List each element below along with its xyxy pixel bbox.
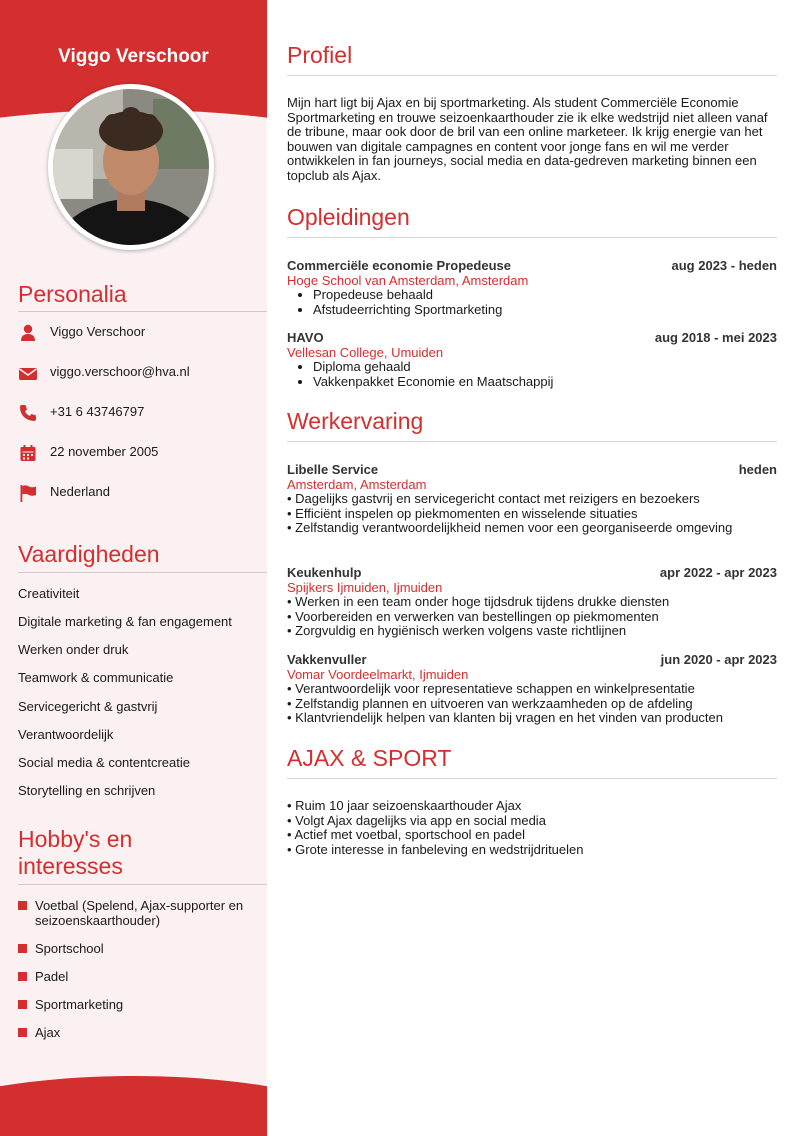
personal-item-name (18, 323, 258, 343)
list-item: • Propedeuse behaald (313, 288, 777, 303)
sidebar (0, 0, 267, 1136)
bullet-square-icon (18, 972, 27, 981)
phone-icon (18, 403, 38, 423)
list-item: • Actief met voetbal, sportschool en padel (287, 827, 525, 843)
list-item: • Volgt Ajax dagelijks via app en social media (287, 812, 546, 828)
entry-bullets (287, 360, 777, 389)
profile-text: Mijn hart ligt bij Ajax en bij sportmarketing. Als student Commerciële Economie Sportmarketing en trouwe seizoenkaarthouder zie ik elke wedstrijd niet alleen vanaf de tribune, maar ook door de bril van een online marketeer. Ik krijg energie van het bouwen van digitale campagnes en content voor jonge fans en wil me verder ontwikkelen in fan journeys, social media en data-gedreven marketing binnen een topclub als Ajax. (287, 95, 768, 183)
hobby-item: Padel (18, 969, 258, 984)
entry-org: Amsterdam, Amsterdam (287, 477, 427, 492)
list-item: • Werken in een team onder hoge tijdsdruk tijdens drukke diensten (287, 594, 670, 609)
list-item: • Verantwoordelijk voor representatieve schappen en winkelpresentatie (287, 681, 695, 696)
skill-item: Storytelling en schrijven (18, 783, 156, 798)
list-item: • Diploma gehaald (313, 360, 777, 375)
bullet-square-icon (18, 1028, 27, 1037)
hobbies-heading-line1: Hobby's en (18, 826, 133, 852)
experience-entry (287, 462, 777, 536)
education-entry (287, 330, 777, 389)
experience-heading: Werkervaring (287, 408, 424, 434)
calendar-icon (18, 443, 38, 463)
entry-title: Commerciële economie Propedeuse (287, 258, 511, 273)
skill-item: Werken onder druk (18, 642, 129, 657)
hobby-item: Voetbal (Spelend, Ajax-supporter en seizoenskaarthouder) (18, 898, 258, 928)
skills-divider (18, 572, 267, 573)
entry-title: HAVO (287, 330, 324, 345)
ajax-divider (287, 778, 777, 779)
entry-org: Hoge School van Amsterdam, Amsterdam (287, 273, 529, 288)
personal-birthdate: 22 november 2005 (50, 444, 159, 459)
education-entry (287, 258, 777, 317)
entry-date: heden (738, 462, 777, 477)
entry-date: jun 2020 - apr 2023 (660, 652, 777, 667)
skills-heading: Vaardigheden (18, 541, 160, 567)
entry-date: aug 2023 - heden (671, 258, 777, 273)
skill-item: Digitale marketing & fan engagement (18, 614, 232, 629)
candidate-name: Viggo Verschoor (58, 46, 209, 67)
ajax-heading: AJAX & SPORT (287, 745, 452, 771)
ajax-list (287, 799, 777, 857)
list-item: • Vakkenpakket Economie en Maatschappij (313, 375, 777, 390)
entry-date: aug 2018 - mei 2023 (654, 330, 777, 345)
entry-date: apr 2022 - apr 2023 (659, 565, 777, 580)
hobbies-divider (18, 884, 267, 885)
skill-item: Teamwork & communicatie (18, 670, 174, 685)
experience-entry (287, 652, 777, 726)
entry-org: Spijkers Ijmuiden, Ijmuiden (287, 580, 443, 595)
list-item: • Ruim 10 jaar seizoenskaarthouder Ajax (287, 798, 522, 813)
entry-title: Keukenhulp (287, 565, 362, 580)
skill-item: Verantwoordelijk (18, 727, 114, 742)
hobby-item: Ajax (18, 1025, 258, 1040)
list-item: • Zorgvuldig en hygiënisch werken volgens vaste richtlijnen (287, 623, 627, 639)
hobby-item: Sportmarketing (18, 997, 258, 1012)
skill-item: Social media & contentcreatie (18, 755, 190, 770)
list-item: • Afstudeerrichting Sportmarketing (313, 303, 777, 318)
bullet-square-icon (18, 901, 27, 910)
profile-heading: Profiel (287, 42, 353, 68)
user-icon (18, 323, 38, 343)
personal-item-email (18, 363, 258, 383)
list-item: • Dagelijks gastvrij en servicegericht contact met reizigers en bezoekers (287, 491, 700, 506)
bullet-square-icon (18, 944, 27, 953)
personal-phone[interactable]: +31 6 43746797 (50, 404, 145, 419)
profile-divider (287, 75, 777, 76)
entry-org: Vellesan College, Umuiden (287, 345, 444, 360)
entry-org: Vomar Voordeelmarkt, Ijmuiden (287, 667, 469, 682)
skill-item: Creativiteit (18, 586, 80, 601)
list-item: • Klantvriendelijk helpen van klanten bij vragen en het vinden van producten (287, 710, 724, 726)
profile-photo (53, 89, 209, 245)
personal-country: Nederland (50, 484, 110, 499)
experience-divider (287, 441, 777, 442)
bullet-square-icon (18, 1000, 27, 1009)
skill-item: Servicegericht & gastvrij (18, 699, 158, 714)
personalia-heading: Personalia (18, 281, 127, 307)
list-item: • Efficiënt inspelen op piekmomenten en wisselende situaties (287, 505, 638, 521)
personalia-divider (18, 311, 267, 312)
personal-item-phone (18, 403, 258, 423)
avatar (48, 84, 214, 250)
education-divider (287, 237, 777, 238)
flag-icon (18, 483, 38, 503)
sidebar-footer-curve (0, 1076, 267, 1136)
list-item: • Zelfstandig verantwoordelijkheid nemen voor een georganiseerde omgeving (287, 520, 733, 536)
mail-icon (18, 363, 38, 383)
entry-title: Vakkenvuller (287, 652, 367, 667)
experience-entry (287, 565, 777, 639)
hobbies-heading (18, 826, 132, 880)
entry-bullets (287, 288, 777, 317)
personal-email[interactable]: viggo.verschoor@hva.nl (50, 364, 190, 379)
entry-title: Libelle Service (287, 462, 379, 477)
list-item: • Voorbereiden en verwerken van bestellingen op piekmomenten (287, 608, 659, 624)
list-item: • Zelfstandig plannen en uitvoeren van werkzaamheden op de afdeling (287, 695, 693, 711)
list-item: • Grote interesse in fanbeleving en wedstrijdrituelen (287, 841, 584, 857)
personal-name: Viggo Verschoor (50, 324, 146, 339)
personal-item-country (18, 483, 258, 503)
personal-item-birthdate (18, 443, 258, 463)
education-heading: Opleidingen (287, 204, 410, 230)
hobby-item: Sportschool (18, 941, 258, 956)
hobbies-heading-line2: interesses (18, 853, 123, 879)
